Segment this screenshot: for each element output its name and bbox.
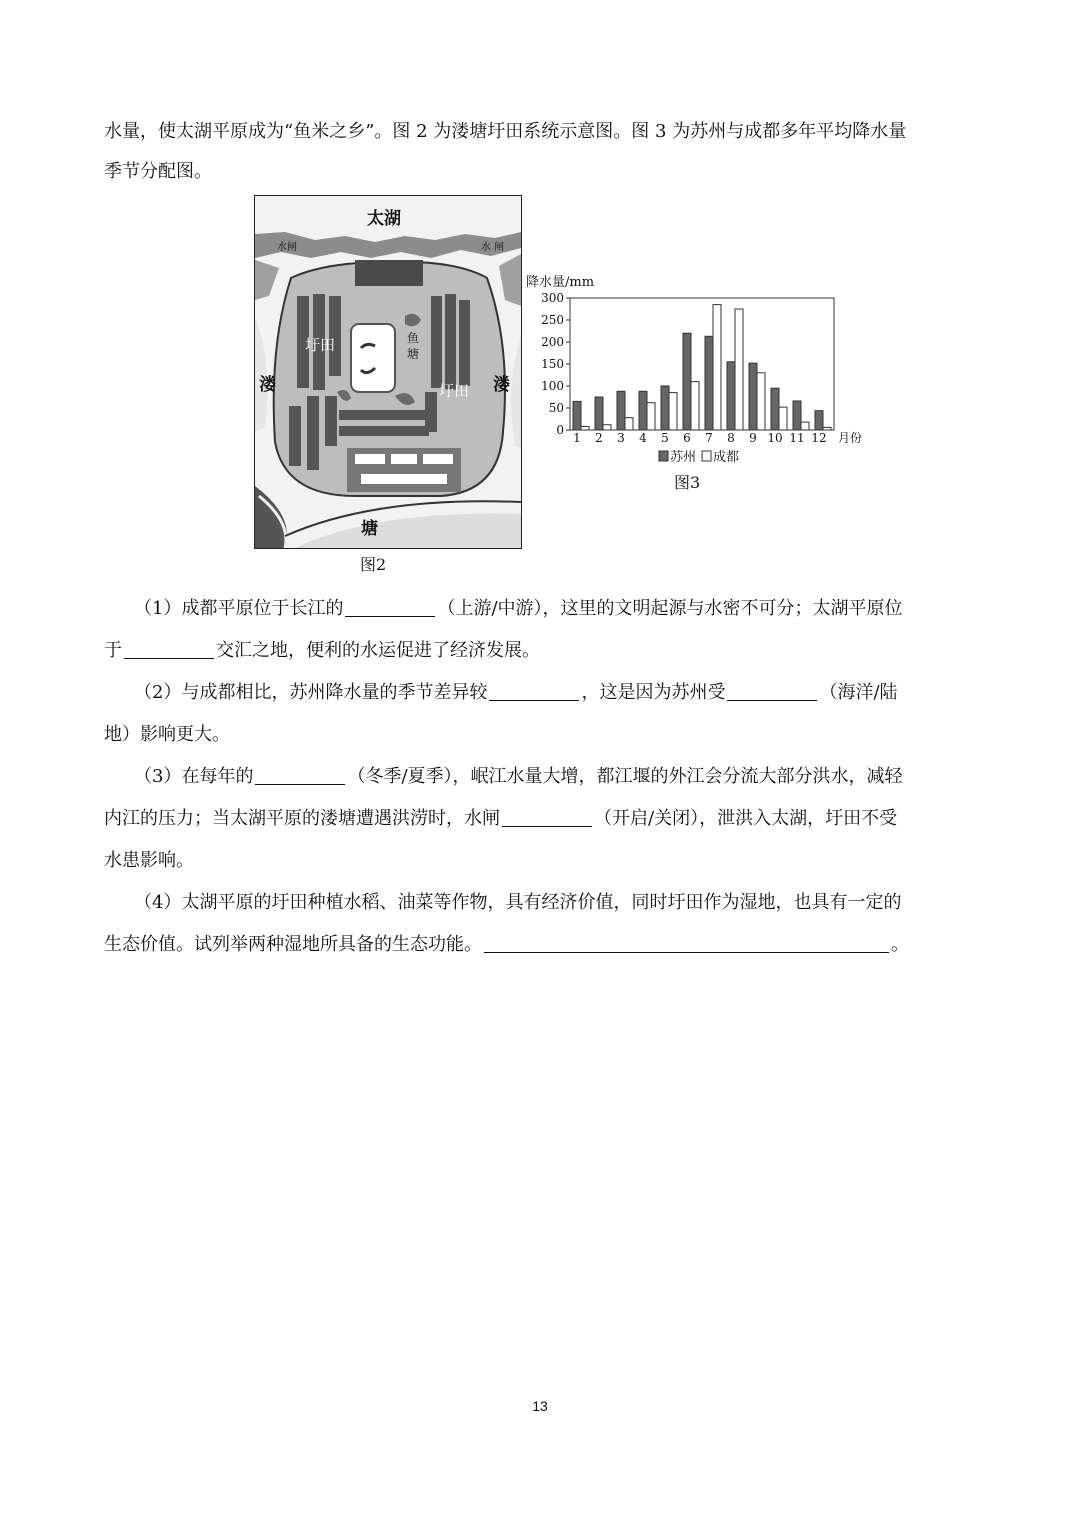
legend-label-suzhou: 苏州 xyxy=(670,450,697,465)
question-1-line-2 xyxy=(104,630,980,672)
y-tick-label: 100 xyxy=(541,379,564,393)
y-tick-label: 0 xyxy=(556,423,564,437)
q3-text-c: 内江的压力；当太湖平原的溇塘遭遇洪涝时，水闸 xyxy=(104,808,500,829)
q1-text-d: 交汇之地，便利的水运促进了经济发展。 xyxy=(216,640,540,661)
x-tick-label: 4 xyxy=(639,431,647,445)
figure-2-caption: 图2 xyxy=(360,555,387,574)
x-tick-label: 5 xyxy=(661,431,669,445)
figure-3-chart xyxy=(522,270,872,470)
x-tick-label: 7 xyxy=(705,431,713,445)
intro-line-1: 水量，使太湖平原成为“鱼米之乡”。图 2 为溇塘圩田系统示意图。图 3 为苏州与成都多年平均降水量 xyxy=(104,121,907,142)
q4-text-b: 生态价值。试列举两种湿地所具备的生态功能。 xyxy=(104,934,482,955)
q3-answer-blank-1[interactable] xyxy=(255,766,345,785)
question-4-line-1 xyxy=(104,882,980,924)
question-2-line-2 xyxy=(104,714,980,756)
q2-answer-blank-2[interactable] xyxy=(727,682,817,701)
bar-chengdu-month-10 xyxy=(779,407,787,430)
y-tick-label: 300 xyxy=(541,291,564,305)
q3-text-d: （开启/关闭），泄洪入太湖，圩田不受 xyxy=(594,808,898,829)
q4-answer-blank[interactable] xyxy=(484,934,889,953)
bar-suzhou-month-12 xyxy=(815,411,823,430)
q1-answer-blank-2[interactable] xyxy=(124,640,214,659)
chart-xlabel: 月份 xyxy=(838,431,863,445)
question-block xyxy=(104,588,980,966)
q3-answer-blank-2[interactable] xyxy=(502,808,592,827)
question-1-line-1 xyxy=(104,588,980,630)
y-tick-label: 200 xyxy=(541,335,564,349)
legend-swatch-chengdu xyxy=(702,451,711,461)
q4-text-c: 。 xyxy=(891,934,909,955)
q2-text-c: （海洋/陆 xyxy=(819,682,898,703)
bar-suzhou-month-8 xyxy=(727,362,735,430)
y-tick-label: 50 xyxy=(548,401,564,415)
bar-chengdu-month-6 xyxy=(691,382,699,430)
bar-suzhou-month-9 xyxy=(749,363,757,430)
bar-suzhou-month-5 xyxy=(661,386,669,430)
bar-chengdu-month-3 xyxy=(625,418,633,430)
y-axis-ticks xyxy=(541,291,570,437)
label-sluice-right: 水 闸 xyxy=(481,242,505,253)
y-tick-label: 250 xyxy=(541,313,564,327)
x-tick-label: 3 xyxy=(617,431,625,445)
q1-text-a: （1）成都平原位于长江的 xyxy=(134,598,344,619)
bar-chengdu-month-1 xyxy=(581,426,589,430)
x-tick-label: 6 xyxy=(683,431,691,445)
question-3-line-2 xyxy=(104,798,980,840)
bar-suzhou-month-1 xyxy=(573,401,581,430)
x-tick-label: 9 xyxy=(749,431,757,445)
chart-legend xyxy=(659,449,739,465)
q2-text-a: （2）与成都相比，苏州降水量的季节差异较 xyxy=(134,682,488,703)
q3-text-e: 水患影响。 xyxy=(104,850,194,871)
q1-text-b: （上游/中游），这里的文明起源与水密不可分；太湖平原位 xyxy=(437,598,903,619)
x-tick-label: 12 xyxy=(811,431,827,445)
bar-suzhou-month-11 xyxy=(793,401,801,430)
q2-text-b: ，这是因为苏州受 xyxy=(581,682,726,703)
bar-suzhou-month-6 xyxy=(683,333,691,430)
x-tick-label: 2 xyxy=(595,431,603,445)
label-lou-right: 溇 xyxy=(493,375,510,395)
page-number: 13 xyxy=(532,1398,548,1414)
bar-chengdu-month-8 xyxy=(735,309,743,430)
bar-chengdu-month-11 xyxy=(801,422,809,430)
figure-3-caption: 图3 xyxy=(674,473,701,492)
bar-suzhou-month-4 xyxy=(639,391,647,430)
bar-chengdu-month-2 xyxy=(603,425,611,430)
bar-chengdu-month-7 xyxy=(713,305,721,430)
figure-2-diagram xyxy=(254,195,522,549)
y-tick-label: 150 xyxy=(541,357,564,371)
bar-chengdu-month-4 xyxy=(647,403,655,430)
bar-suzhou-month-3 xyxy=(617,391,625,430)
question-2-line-1 xyxy=(104,672,980,714)
q3-text-a: （3）在每年的 xyxy=(134,766,254,787)
intro-line-2: 季节分配图。 xyxy=(104,161,212,182)
label-tang: 塘 xyxy=(361,519,378,539)
q3-text-b: （冬季/夏季），岷江水量大增，都江堰的外江会分流大部分洪水，减轻 xyxy=(347,766,903,787)
x-tick-label: 11 xyxy=(789,431,805,445)
label-polder-right: 圩田 xyxy=(439,382,470,400)
question-3-line-1 xyxy=(104,756,980,798)
question-3-line-3 xyxy=(104,840,980,882)
legend-label-chengdu: 成都 xyxy=(713,450,740,465)
label-lou-left: 溇 xyxy=(259,375,276,395)
x-tick-label: 1 xyxy=(573,431,581,445)
x-tick-label: 8 xyxy=(727,431,735,445)
label-fishpond-1: 鱼 xyxy=(407,331,420,345)
x-axis-ticks xyxy=(573,431,826,445)
precipitation-bar-chart xyxy=(522,270,872,470)
bar-suzhou-month-10 xyxy=(771,388,779,430)
x-tick-label: 10 xyxy=(767,431,783,445)
bar-suzhou-month-7 xyxy=(705,336,713,430)
q2-answer-blank-1[interactable] xyxy=(489,682,579,701)
label-fishpond-2: 塘 xyxy=(407,347,420,361)
chart-bars xyxy=(573,305,831,430)
chart-ylabel: 降水量/mm xyxy=(526,275,595,290)
label-sluice-left: 水闸 xyxy=(277,242,297,253)
q4-text-a: （4）太湖平原的圩田种植水稻、油菜等作物，具有经济价值，同时圩田作为湿地，也具有一定的 xyxy=(134,892,902,913)
q2-text-d: 地）影响更大。 xyxy=(104,724,230,745)
polder-system-illustration xyxy=(255,196,521,548)
intro-text xyxy=(104,112,984,192)
legend-swatch-suzhou xyxy=(659,451,668,461)
label-taihu: 太湖 xyxy=(367,209,401,229)
q1-text-c: 于 xyxy=(104,640,122,661)
bar-chengdu-month-9 xyxy=(757,373,765,430)
bar-chengdu-month-5 xyxy=(669,393,677,430)
q1-answer-blank-1[interactable] xyxy=(345,598,435,617)
label-polder-left: 圩田 xyxy=(305,336,336,354)
question-4-line-2 xyxy=(104,924,980,966)
bar-suzhou-month-2 xyxy=(595,397,603,430)
